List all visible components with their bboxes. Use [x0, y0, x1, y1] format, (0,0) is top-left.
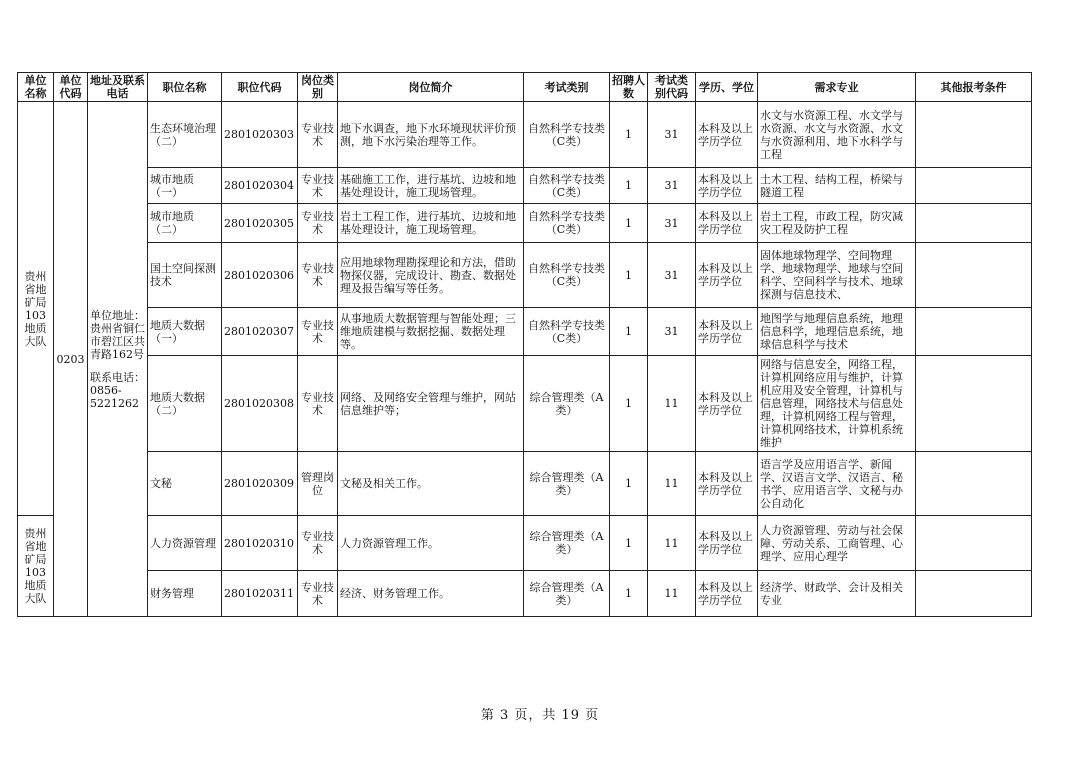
job-code-cell: 2801020310	[222, 516, 298, 571]
exam-code-cell: 11	[648, 356, 696, 452]
education-cell: 本科及以上学历学位	[696, 168, 758, 204]
table-header-row	[18, 73, 1032, 102]
other-cell	[916, 204, 1032, 243]
job-code-cell: 2801020303	[222, 102, 298, 168]
job-table	[17, 72, 1032, 617]
unit-code-cell: 0203	[54, 102, 88, 617]
header-unit-name: 单位名称	[18, 73, 54, 102]
job-desc-cell: 从事地质大数据管理与智能处理；三维地质建模与数据挖掘、数据处理等。	[338, 308, 524, 356]
job-name-cell: 生态环境治理（二）	[148, 102, 222, 168]
exam-type-cell: 综合管理类（A类）	[524, 516, 610, 571]
exam-code-cell: 31	[648, 204, 696, 243]
header-address-phone: 地址及联系电话	[88, 73, 148, 102]
job-desc-cell: 应用地球物理勘探理论和方法，借助物探仪器，完成设计、勘查、数据处理及报告编写等任务。	[338, 243, 524, 308]
header-job-desc: 岗位简介	[338, 73, 524, 102]
education-cell: 本科及以上学历学位	[696, 571, 758, 617]
recruit-num-cell: 1	[610, 356, 648, 452]
major-cell: 网络与信息安全，网络工程，计算机网络应用与维护，计算机应用及安全管理，计算机与信息管理，网络技术与信息处理，计算机网络工程与管理，计算机网络技术，计算机系统维护	[758, 356, 916, 452]
exam-type-cell: 自然科学专技类（C类）	[524, 102, 610, 168]
exam-type-cell: 自然科学专技类（C类）	[524, 243, 610, 308]
table-row	[18, 308, 1032, 356]
education-cell: 本科及以上学历学位	[696, 243, 758, 308]
job-name-cell: 人力资源管理	[148, 516, 222, 571]
major-cell: 土木工程、结构工程，桥梁与隧道工程	[758, 168, 916, 204]
header-recruit-num: 招聘人数	[610, 73, 648, 102]
education-cell: 本科及以上学历学位	[696, 516, 758, 571]
job-desc-cell: 经济、财务管理工作。	[338, 571, 524, 617]
exam-code-cell: 31	[648, 308, 696, 356]
major-cell: 人力资源管理、劳动与社会保障、劳动关系、工商管理、心理学、应用心理学	[758, 516, 916, 571]
other-cell	[916, 168, 1032, 204]
job-desc-cell: 地下水调查，地下水环境现状评价预测，地下水污染治理等工作。	[338, 102, 524, 168]
job-type-cell: 专业技术	[298, 168, 338, 204]
header-major: 需求专业	[758, 73, 916, 102]
other-cell	[916, 516, 1032, 571]
major-cell: 经济学、财政学、会计及相关专业	[758, 571, 916, 617]
major-cell: 岩土工程，市政工程，防灾减灾工程及防护工程	[758, 204, 916, 243]
job-name-cell: 文秘	[148, 452, 222, 516]
recruit-num-cell: 1	[610, 204, 648, 243]
unit-address: 单位地址：贵州省铜仁市碧江区共青路162号	[90, 308, 145, 361]
header-unit-code: 单位代码	[54, 73, 88, 102]
major-cell: 地图学与地理信息系统，地理信息科学，地理信息系统，地球信息科学与技术	[758, 308, 916, 356]
header-job-name: 职位名称	[148, 73, 222, 102]
recruit-num-cell: 1	[610, 571, 648, 617]
job-code-cell: 2801020311	[222, 571, 298, 617]
table-row	[18, 516, 1032, 571]
job-desc-cell: 网络、及网络安全管理与维护，网站信息维护等；	[338, 356, 524, 452]
job-desc-cell: 基础施工工作，进行基坑、边坡和地基处理设计，施工现场管理。	[338, 168, 524, 204]
job-type-cell: 管理岗位	[298, 452, 338, 516]
education-cell: 本科及以上学历学位	[696, 452, 758, 516]
header-exam-type: 考试类别	[524, 73, 610, 102]
exam-type-cell: 自然科学专技类（C类）	[524, 168, 610, 204]
job-type-cell: 专业技术	[298, 102, 338, 168]
table-row	[18, 452, 1032, 516]
job-desc-cell: 文秘及相关工作。	[338, 452, 524, 516]
job-code-cell: 2801020304	[222, 168, 298, 204]
job-name-cell: 地质大数据（二）	[148, 356, 222, 452]
table-row	[18, 356, 1032, 452]
exam-type-cell: 自然科学专技类（C类）	[524, 204, 610, 243]
job-type-cell: 专业技术	[298, 356, 338, 452]
education-cell: 本科及以上学历学位	[696, 102, 758, 168]
exam-type-cell: 自然科学专技类（C类）	[524, 308, 610, 356]
unit-name-cell-repeat: 贵州省地矿局103地质大队	[18, 516, 54, 617]
exam-code-cell: 31	[648, 243, 696, 308]
exam-type-cell: 综合管理类（A类）	[524, 356, 610, 452]
education-cell: 本科及以上学历学位	[696, 356, 758, 452]
table-row	[18, 204, 1032, 243]
exam-type-cell: 综合管理类（A类）	[524, 452, 610, 516]
job-desc-cell: 人力资源管理工作。	[338, 516, 524, 571]
other-cell	[916, 243, 1032, 308]
other-cell	[916, 452, 1032, 516]
job-type-cell: 专业技术	[298, 204, 338, 243]
job-name-cell: 财务管理	[148, 571, 222, 617]
job-code-cell: 2801020305	[222, 204, 298, 243]
header-exam-code: 考试类别代码	[648, 73, 696, 102]
job-name-cell: 城市地质（二）	[148, 204, 222, 243]
recruit-num-cell: 1	[610, 308, 648, 356]
table-row	[18, 571, 1032, 617]
exam-code-cell: 11	[648, 571, 696, 617]
table-row	[18, 243, 1032, 308]
major-cell: 固体地球物理学、空间物理学、地球物理学、地球与空间科学、空间科学与技术、地球探测与信息技术、	[758, 243, 916, 308]
recruit-num-cell: 1	[610, 452, 648, 516]
other-cell	[916, 308, 1032, 356]
job-desc-cell: 岩土工程工作，进行基坑、边坡和地基处理设计，施工现场管理。	[338, 204, 524, 243]
recruit-num-cell: 1	[610, 516, 648, 571]
page-number-footer: 第 3 页，共 19 页	[480, 708, 600, 723]
recruit-num-cell: 1	[610, 243, 648, 308]
job-type-cell: 专业技术	[298, 571, 338, 617]
exam-code-cell: 11	[648, 516, 696, 571]
job-type-cell: 专业技术	[298, 243, 338, 308]
other-cell	[916, 102, 1032, 168]
recruit-num-cell: 1	[610, 168, 648, 204]
job-name-cell: 国土空间探测技术	[148, 243, 222, 308]
job-name-cell: 地质大数据（一）	[148, 308, 222, 356]
header-job-code: 职位代码	[222, 73, 298, 102]
address-phone-cell	[88, 102, 148, 617]
education-cell: 本科及以上学历学位	[696, 308, 758, 356]
exam-code-cell: 31	[648, 102, 696, 168]
unit-name-cell: 贵州省地矿局103地质大队	[18, 102, 54, 516]
header-education: 学历、学位	[696, 73, 758, 102]
other-cell	[916, 571, 1032, 617]
job-code-cell: 2801020308	[222, 356, 298, 452]
job-name-cell: 城市地质（一）	[148, 168, 222, 204]
header-job-type: 岗位类别	[298, 73, 338, 102]
education-cell: 本科及以上学历学位	[696, 204, 758, 243]
exam-code-cell: 11	[648, 452, 696, 516]
table-row	[18, 102, 1032, 168]
job-type-cell: 专业技术	[298, 308, 338, 356]
job-code-cell: 2801020309	[222, 452, 298, 516]
table-row	[18, 168, 1032, 204]
header-other: 其他报考条件	[916, 73, 1032, 102]
major-cell: 语言学及应用语言学、新闻学、汉语言文学、汉语言、秘书学、应用语言学、文秘与办公自动化	[758, 452, 916, 516]
other-cell	[916, 356, 1032, 452]
unit-phone: 联系电话：0856-5221262	[90, 370, 145, 410]
exam-code-cell: 31	[648, 168, 696, 204]
job-code-cell: 2801020307	[222, 308, 298, 356]
major-cell: 水文与水资源工程、水文学与水资源、水文与水资源、水文与水资源利用、地下水科学与工程	[758, 102, 916, 168]
recruit-num-cell: 1	[610, 102, 648, 168]
exam-type-cell: 综合管理类（A类）	[524, 571, 610, 617]
job-type-cell: 专业技术	[298, 516, 338, 571]
job-code-cell: 2801020306	[222, 243, 298, 308]
